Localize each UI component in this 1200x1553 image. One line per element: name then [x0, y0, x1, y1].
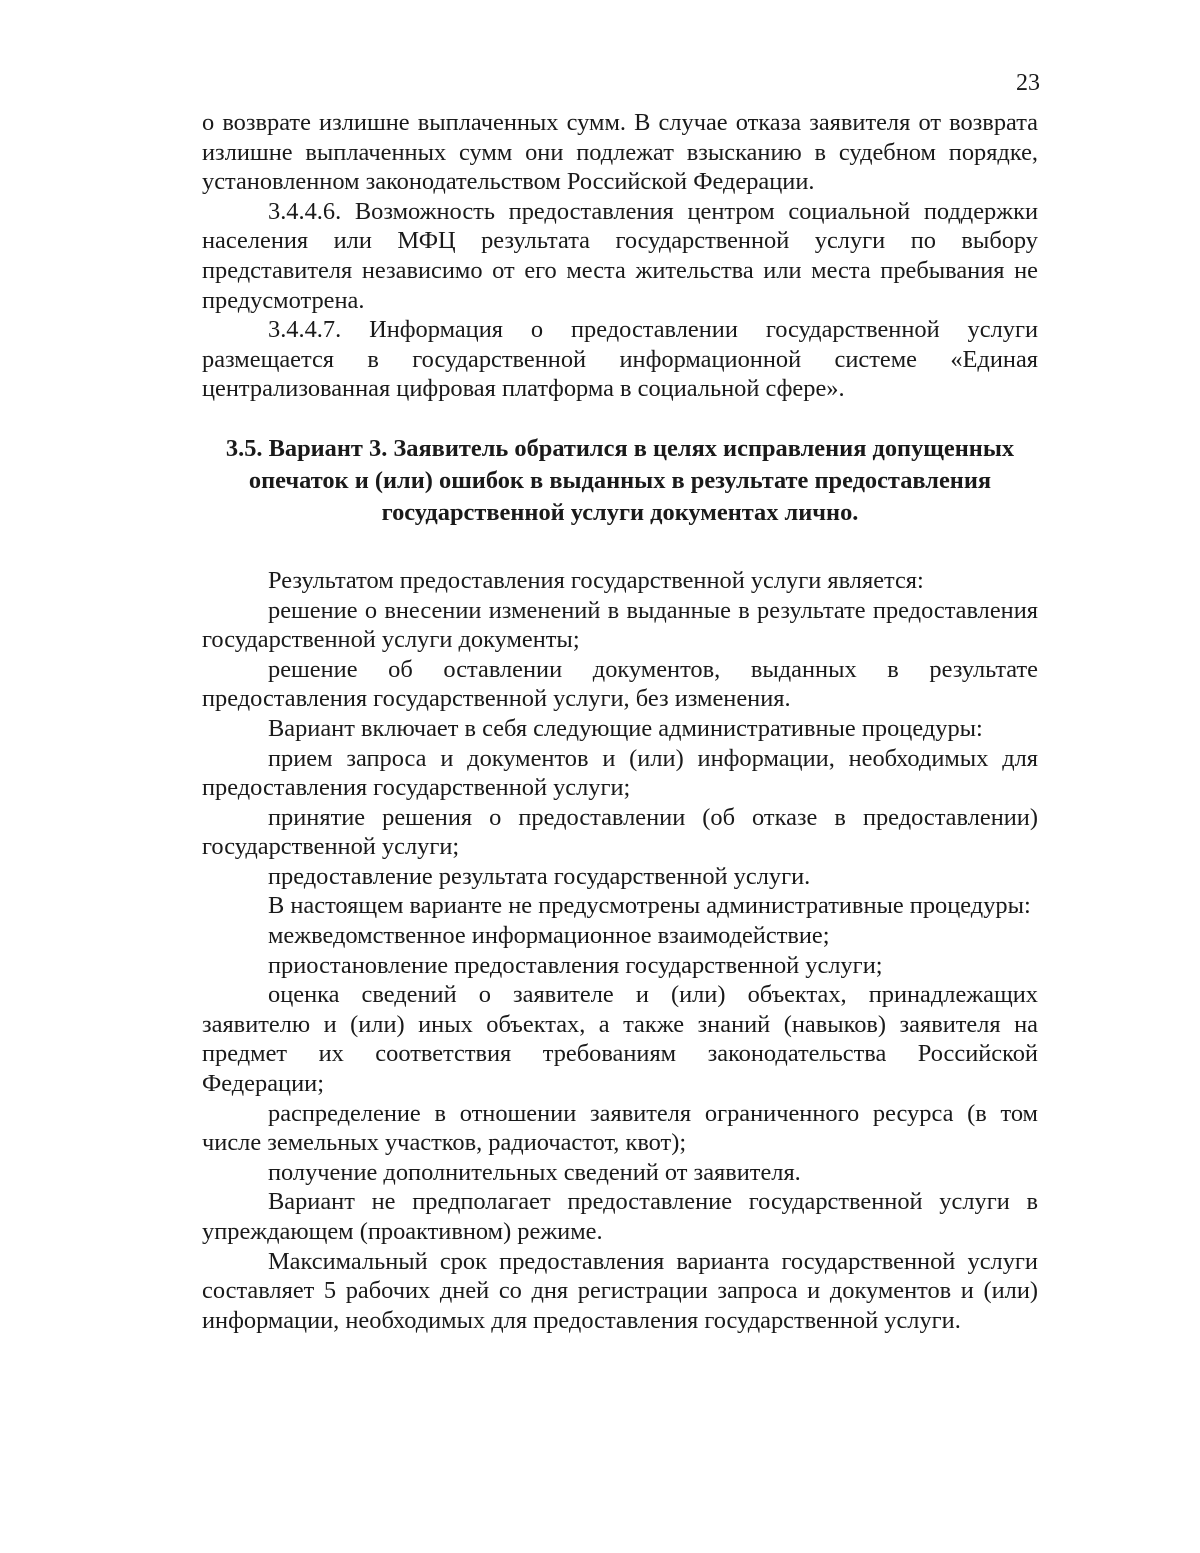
- paragraph: Максимальный срок предоставления варианта государственной услуги составляет 5 рабочих дней со дня регистрации запроса и документов и (или) информации, необходимых для предоставления государственной услуги.: [202, 1247, 1038, 1334]
- paragraph: Результатом предоставления государственной услуги является:: [268, 566, 924, 594]
- paragraph: приостановление предоставления государственной услуги;: [268, 951, 883, 979]
- paragraph: получение дополнительных сведений от заявителя.: [268, 1158, 801, 1186]
- paragraph: межведомственное информационное взаимодействие;: [268, 922, 830, 950]
- paragraph: о возврате излишне выплаченных сумм. В случае отказа заявителя от возврата излишне выплаченных сумм они подлежат взысканию в судебном порядке, установленном законодательством Российской Федерации.: [202, 109, 1038, 196]
- paragraph-3-4-4-6: 3.4.4.6. Возможность предоставления центром социальной поддержки населения или МФЦ результата государственной услуги по выбору представителя независимо от его места жительства или места пребывания не предусмотрена.: [202, 197, 1038, 314]
- paragraph: решение об оставлении документов, выданных в результате предоставления государственной услуги, без изменения.: [202, 655, 1038, 713]
- section-heading-3-5: 3.5. Вариант 3. Заявитель обратился в целях исправления допущенных опечаток и (или) ошибок в выданных в результате предоставления государственной услуги документах лично.: [225, 434, 1015, 526]
- paragraph: решение о внесении изменений в выданные в результате предоставления государственной услуги документы;: [202, 596, 1038, 654]
- paragraph: В настоящем варианте не предусмотрены административные процедуры:: [268, 892, 1031, 920]
- paragraph-3-4-4-7: 3.4.4.7. Информация о предоставлении государственной услуги размещается в государственной информационной системе «Единая централизованная цифровая платформа в социальной сфере».: [202, 316, 1038, 403]
- paragraph: Вариант не предполагает предоставление государственной услуги в упреждающем (проактивном) режиме.: [202, 1188, 1038, 1245]
- page-number: 23: [1016, 70, 1040, 96]
- paragraph: принятие решения о предоставлении (об отказе в предоставлении) государственной услуги;: [202, 803, 1038, 861]
- paragraph: Вариант включает в себя следующие административные процедуры:: [268, 714, 983, 742]
- document-body: [202, 108, 1038, 1335]
- paragraph: прием запроса и документов и (или) информации, необходимых для предоставления государственной услуги;: [202, 744, 1038, 802]
- paragraph: оценка сведений о заявителе и (или) объектах, принадлежащих заявителю и (или) иных объектах, а также знаний (навыков) заявителя на предмет их соответствия требованиям законодательства Российской Федерации;: [202, 981, 1038, 1098]
- paragraph: распределение в отношении заявителя ограниченного ресурса (в том числе земельных участков, радиочастот, квот);: [202, 1099, 1038, 1157]
- paragraph: предоставление результата государственной услуги.: [268, 862, 811, 890]
